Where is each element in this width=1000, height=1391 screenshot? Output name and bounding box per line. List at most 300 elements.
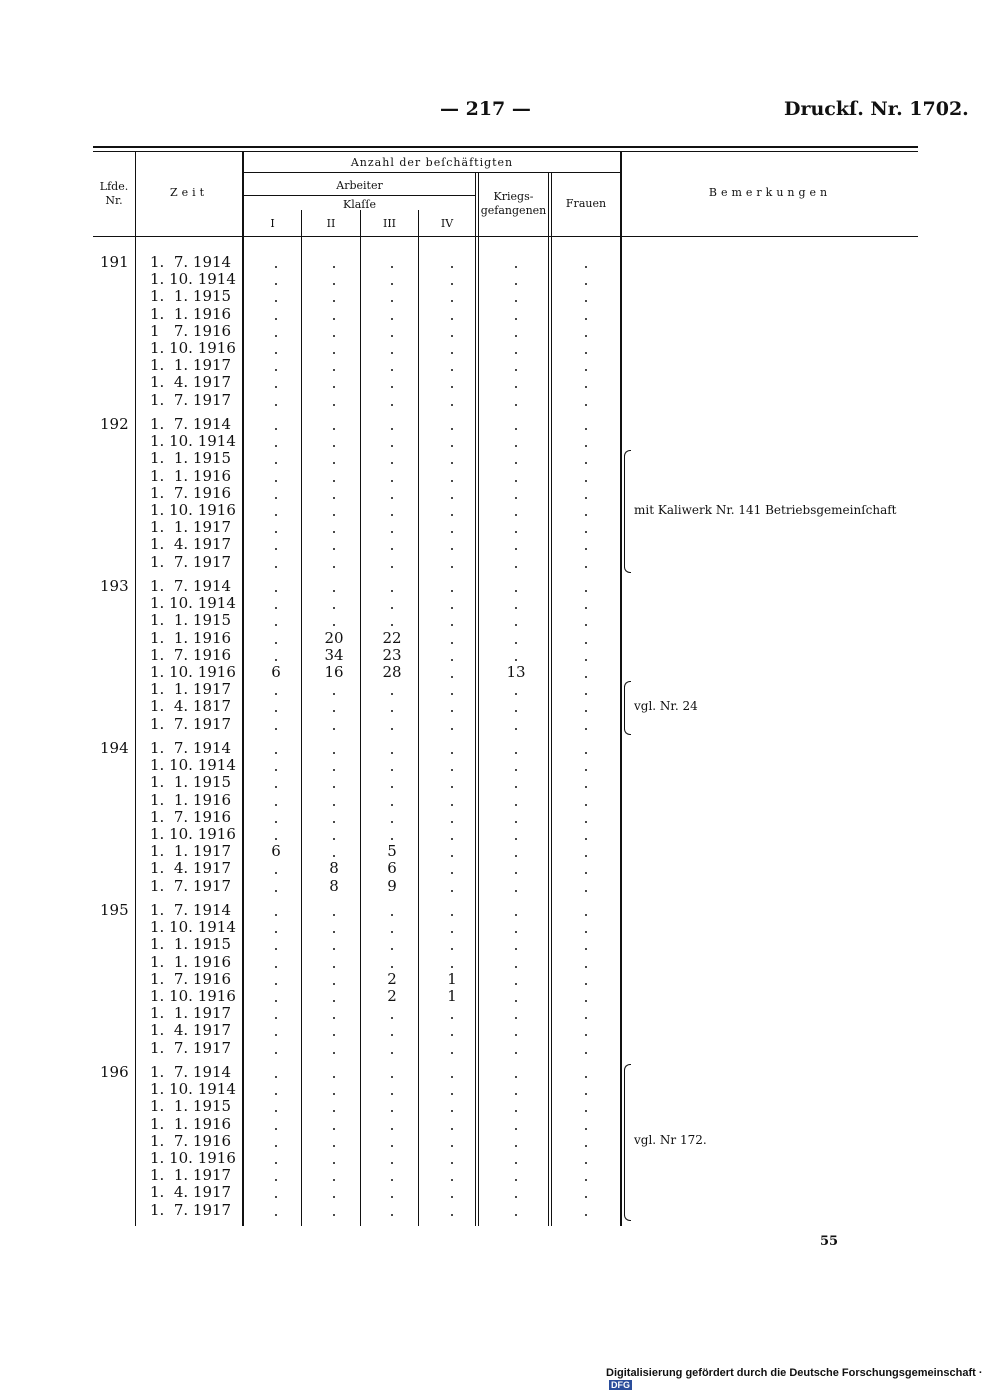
empty-cell-dot (451, 445, 453, 447)
empty-cell-dot (515, 1128, 517, 1130)
row-date: 1. 1. 1915 (150, 935, 232, 954)
empty-cell-dot (451, 404, 453, 406)
empty-cell-dot (451, 1196, 453, 1198)
empty-cell-dot (585, 1000, 587, 1002)
empty-cell-dot (391, 1017, 393, 1019)
row-date: 1. 1. 1916 (150, 790, 232, 809)
empty-cell-dot (275, 318, 277, 320)
empty-cell-dot (515, 352, 517, 354)
empty-cell-dot (391, 445, 393, 447)
empty-cell-dot (515, 642, 517, 644)
empty-cell-dot (451, 914, 453, 916)
empty-cell-dot (333, 1017, 335, 1019)
value-cell: 13 (506, 663, 526, 681)
empty-cell-dot (585, 624, 587, 626)
empty-cell-dot (333, 1034, 335, 1036)
empty-cell-dot (515, 983, 517, 985)
row-date: 1. 7. 1917 (150, 876, 232, 895)
empty-cell-dot (585, 1145, 587, 1147)
row-date: 1. 10. 1914 (150, 1080, 236, 1099)
empty-cell-dot (451, 428, 453, 430)
empty-cell-dot (275, 514, 277, 516)
empty-cell-dot (585, 266, 587, 268)
empty-cell-dot (391, 786, 393, 788)
empty-cell-dot (275, 914, 277, 916)
col-divider-kriegs-2 (551, 172, 552, 1226)
empty-cell-dot (585, 948, 587, 950)
empty-cell-dot (391, 266, 393, 268)
empty-cell-dot (275, 769, 277, 771)
row-date: 1. 7. 1914 (150, 253, 232, 271)
empty-cell-dot (333, 752, 335, 754)
empty-cell-dot (451, 590, 453, 592)
row-date: 1. 7. 1914 (150, 901, 232, 919)
empty-cell-dot (391, 1093, 393, 1095)
empty-cell-dot (391, 769, 393, 771)
remark-text: vgl. Nr 172. (634, 1133, 707, 1148)
remark-brace (624, 681, 631, 735)
empty-cell-dot (333, 624, 335, 626)
empty-cell-dot (391, 318, 393, 320)
empty-cell-dot (515, 1162, 517, 1164)
empty-cell-dot (333, 1052, 335, 1054)
row-date: 1. 10. 1914 (150, 270, 236, 289)
empty-cell-dot (275, 480, 277, 482)
empty-cell-dot (515, 838, 517, 840)
empty-cell-dot (585, 480, 587, 482)
empty-cell-dot (333, 590, 335, 592)
empty-cell-dot (515, 693, 517, 695)
empty-cell-dot (275, 300, 277, 302)
row-date: 1. 7. 1916 (150, 645, 232, 664)
empty-cell-dot (391, 966, 393, 968)
empty-cell-dot (585, 931, 587, 933)
empty-cell-dot (333, 948, 335, 950)
empty-cell-dot (275, 804, 277, 806)
empty-cell-dot (333, 966, 335, 968)
empty-cell-dot (391, 300, 393, 302)
empty-cell-dot (275, 566, 277, 568)
empty-cell-dot (451, 1162, 453, 1164)
empty-cell-dot (391, 404, 393, 406)
value-cell: 28 (382, 663, 402, 681)
empty-cell-dot (451, 386, 453, 388)
row-date: 1. 1. 1917 (150, 1004, 232, 1023)
empty-cell-dot (451, 335, 453, 337)
empty-cell-dot (515, 872, 517, 874)
empty-cell-dot (515, 335, 517, 337)
empty-cell-dot (451, 890, 453, 892)
header-bottom-rule (93, 236, 918, 237)
value-cell: 16 (324, 663, 344, 681)
row-date: 1. 1. 1916 (150, 952, 232, 971)
empty-cell-dot (585, 428, 587, 430)
row-date: 1. 4. 1917 (150, 859, 232, 878)
empty-cell-dot (275, 1076, 277, 1078)
empty-cell-dot (391, 624, 393, 626)
value-cell: 8 (329, 876, 339, 895)
row-date: 1. 4. 1917 (150, 535, 232, 554)
empty-cell-dot (585, 966, 587, 968)
empty-cell-dot (275, 948, 277, 950)
empty-cell-dot (275, 752, 277, 754)
row-group-number: 191 (100, 253, 129, 271)
empty-cell-dot (275, 497, 277, 499)
empty-cell-dot (333, 1000, 335, 1002)
empty-cell-dot (275, 531, 277, 533)
remark-text: mit Kaliwerk Nr. 141 Betriebsgemeinſchaft (634, 502, 897, 517)
empty-cell-dot (333, 1179, 335, 1181)
empty-cell-dot (585, 497, 587, 499)
row-date: 1. 7. 1916 (150, 969, 232, 988)
empty-cell-dot (275, 266, 277, 268)
empty-cell-dot (391, 607, 393, 609)
empty-cell-dot (585, 676, 587, 678)
empty-cell-dot (391, 948, 393, 950)
empty-cell-dot (451, 624, 453, 626)
empty-cell-dot (515, 531, 517, 533)
anzahl-rule (243, 172, 621, 173)
empty-cell-dot (275, 283, 277, 285)
empty-cell-dot (391, 590, 393, 592)
empty-cell-dot (515, 1214, 517, 1216)
header-arbeiter: Arbeiter (336, 179, 383, 192)
empty-cell-dot (391, 335, 393, 337)
empty-cell-dot (391, 728, 393, 730)
empty-cell-dot (333, 566, 335, 568)
empty-cell-dot (275, 983, 277, 985)
header-klasse-III: III (382, 217, 397, 230)
empty-cell-dot (391, 352, 393, 354)
empty-cell-dot (275, 445, 277, 447)
row-date: 1. 1. 1917 (150, 356, 232, 375)
empty-cell-dot (585, 728, 587, 730)
col-divider-zeit (242, 151, 244, 1226)
row-date: 1. 1. 1916 (150, 466, 232, 485)
empty-cell-dot (585, 300, 587, 302)
empty-cell-dot (515, 855, 517, 857)
empty-cell-dot (515, 369, 517, 371)
header-klasse: Klaſſe (343, 198, 376, 211)
table-top-rule-2 (93, 151, 918, 152)
empty-cell-dot (515, 804, 517, 806)
empty-cell-dot (451, 1093, 453, 1095)
empty-cell-dot (515, 590, 517, 592)
empty-cell-dot (451, 693, 453, 695)
empty-cell-dot (333, 838, 335, 840)
empty-cell-dot (333, 1196, 335, 1198)
empty-cell-dot (585, 786, 587, 788)
row-date: 1. 1. 1915 (150, 287, 232, 306)
empty-cell-dot (451, 676, 453, 678)
empty-cell-dot (515, 283, 517, 285)
empty-cell-dot (275, 590, 277, 592)
col-divider-II (360, 210, 361, 1226)
row-date: 1. 7. 1917 (150, 390, 232, 409)
empty-cell-dot (515, 1093, 517, 1095)
empty-cell-dot (275, 710, 277, 712)
empty-cell-dot (275, 335, 277, 337)
credit-text: Digitalisierung gefördert durch die Deutsche Forschungsgemeinschaft · (606, 1367, 983, 1379)
row-date: 1. 7. 1916 (150, 483, 232, 502)
empty-cell-dot (391, 914, 393, 916)
empty-cell-dot (275, 462, 277, 464)
remark-brace (624, 1064, 631, 1221)
empty-cell-dot (333, 497, 335, 499)
empty-cell-dot (585, 855, 587, 857)
empty-cell-dot (585, 318, 587, 320)
value-cell: 5 (387, 842, 397, 861)
value-cell: 9 (387, 876, 397, 895)
row-date: 1. 7. 1916 (150, 1131, 232, 1150)
empty-cell-dot (515, 1017, 517, 1019)
empty-cell-dot (391, 369, 393, 371)
empty-cell-dot (391, 821, 393, 823)
header-bemerkungen: Bemerkungen (708, 186, 832, 199)
empty-cell-dot (585, 566, 587, 568)
empty-cell-dot (585, 386, 587, 388)
row-date: 1. 10. 1916 (150, 987, 236, 1005)
empty-cell-dot (515, 548, 517, 550)
empty-cell-dot (391, 1128, 393, 1130)
value-cell: 23 (382, 645, 402, 664)
row-date: 1. 4. 1817 (150, 697, 232, 716)
empty-cell-dot (585, 1052, 587, 1054)
empty-cell-dot (275, 1017, 277, 1019)
row-date: 1. 7. 1917 (150, 552, 232, 571)
empty-cell-dot (333, 855, 335, 857)
empty-cell-dot (451, 804, 453, 806)
header-klasse-II: II (326, 217, 336, 230)
empty-cell-dot (451, 1076, 453, 1078)
empty-cell-dot (275, 1034, 277, 1036)
empty-cell-dot (275, 693, 277, 695)
empty-cell-dot (333, 728, 335, 730)
empty-cell-dot (275, 1093, 277, 1095)
empty-cell-dot (275, 1145, 277, 1147)
row-group-number: 194 (100, 739, 129, 757)
empty-cell-dot (585, 514, 587, 516)
empty-cell-dot (451, 838, 453, 840)
empty-cell-dot (333, 769, 335, 771)
empty-cell-dot (333, 514, 335, 516)
empty-cell-dot (515, 1052, 517, 1054)
empty-cell-dot (515, 966, 517, 968)
value-cell: 22 (382, 628, 402, 647)
empty-cell-dot (275, 838, 277, 840)
empty-cell-dot (333, 710, 335, 712)
empty-cell-dot (391, 752, 393, 754)
header-klasse-I: I (270, 217, 275, 230)
empty-cell-dot (391, 838, 393, 840)
row-date: 1. 7. 1917 (150, 1038, 232, 1057)
row-date: 1. 4. 1917 (150, 373, 232, 392)
empty-cell-dot (333, 352, 335, 354)
empty-cell-dot (333, 548, 335, 550)
row-date: 1 7. 1916 (150, 321, 232, 340)
row-date: 1. 1. 1916 (150, 1114, 232, 1133)
empty-cell-dot (391, 1076, 393, 1078)
empty-cell-dot (451, 1214, 453, 1216)
empty-cell-dot (585, 983, 587, 985)
empty-cell-dot (515, 607, 517, 609)
empty-cell-dot (585, 693, 587, 695)
empty-cell-dot (451, 931, 453, 933)
empty-cell-dot (333, 318, 335, 320)
row-date: 1. 7. 1914 (150, 415, 232, 433)
empty-cell-dot (451, 1017, 453, 1019)
row-group-number: 195 (100, 901, 129, 919)
empty-cell-dot (451, 769, 453, 771)
empty-cell-dot (391, 548, 393, 550)
empty-cell-dot (451, 480, 453, 482)
empty-cell-dot (515, 752, 517, 754)
empty-cell-dot (391, 514, 393, 516)
empty-cell-dot (515, 1000, 517, 1002)
value-cell: 6 (271, 842, 281, 861)
empty-cell-dot (451, 855, 453, 857)
value-cell: 1 (447, 987, 457, 1005)
page-number: — 217 — (440, 98, 531, 120)
value-cell: 2 (387, 987, 397, 1005)
header-anzahl: Anzahl der beſchäftigten (350, 156, 514, 169)
row-date: 1. 7. 1914 (150, 1063, 232, 1081)
empty-cell-dot (333, 931, 335, 933)
empty-cell-dot (585, 838, 587, 840)
value-cell: 34 (324, 645, 344, 664)
row-date: 1. 10. 1914 (150, 432, 236, 451)
empty-cell-dot (275, 642, 277, 644)
empty-cell-dot (515, 786, 517, 788)
row-date: 1. 4. 1917 (150, 1183, 232, 1202)
empty-cell-dot (275, 607, 277, 609)
empty-cell-dot (451, 566, 453, 568)
digitization-credit (606, 1367, 1000, 1391)
empty-cell-dot (451, 786, 453, 788)
row-date: 1. 1. 1915 (150, 449, 232, 468)
empty-cell-dot (275, 1052, 277, 1054)
empty-cell-dot (333, 404, 335, 406)
empty-cell-dot (391, 1052, 393, 1054)
empty-cell-dot (585, 752, 587, 754)
row-date: 1. 1. 1917 (150, 680, 232, 699)
empty-cell-dot (333, 531, 335, 533)
col-divider-arbeiter-2 (478, 172, 479, 1226)
empty-cell-dot (391, 428, 393, 430)
empty-cell-dot (391, 497, 393, 499)
empty-cell-dot (451, 497, 453, 499)
empty-cell-dot (275, 548, 277, 550)
empty-cell-dot (515, 1110, 517, 1112)
empty-cell-dot (275, 352, 277, 354)
empty-cell-dot (275, 1214, 277, 1216)
empty-cell-dot (451, 369, 453, 371)
empty-cell-dot (333, 804, 335, 806)
empty-cell-dot (585, 1128, 587, 1130)
empty-cell-dot (333, 1128, 335, 1130)
row-group-number: 193 (100, 577, 129, 595)
empty-cell-dot (515, 1034, 517, 1036)
row-date: 1. 1. 1917 (150, 518, 232, 537)
empty-cell-dot (275, 428, 277, 430)
empty-cell-dot (585, 769, 587, 771)
empty-cell-dot (515, 514, 517, 516)
empty-cell-dot (451, 1052, 453, 1054)
empty-cell-dot (275, 1110, 277, 1112)
empty-cell-dot (451, 1110, 453, 1112)
empty-cell-dot (585, 404, 587, 406)
empty-cell-dot (515, 728, 517, 730)
empty-cell-dot (391, 480, 393, 482)
empty-cell-dot (451, 352, 453, 354)
empty-cell-dot (333, 1110, 335, 1112)
dfg-logo: DFG (611, 1380, 630, 1390)
empty-cell-dot (275, 404, 277, 406)
empty-cell-dot (585, 335, 587, 337)
empty-cell-dot (391, 804, 393, 806)
value-cell: 1 (447, 969, 457, 988)
value-cell: 8 (329, 859, 339, 878)
empty-cell-dot (585, 531, 587, 533)
empty-cell-dot (275, 728, 277, 730)
row-date: 1. 1. 1916 (150, 304, 232, 323)
empty-cell-dot (451, 300, 453, 302)
empty-cell-dot (515, 821, 517, 823)
row-group-number: 192 (100, 415, 129, 433)
empty-cell-dot (275, 1162, 277, 1164)
empty-cell-dot (333, 914, 335, 916)
row-date: 1. 10. 1916 (150, 339, 236, 357)
value-cell: 6 (387, 859, 397, 878)
header-frauen: Frauen (565, 197, 607, 210)
empty-cell-dot (451, 1179, 453, 1181)
empty-cell-dot (585, 1110, 587, 1112)
empty-cell-dot (391, 566, 393, 568)
empty-cell-dot (451, 821, 453, 823)
empty-cell-dot (275, 386, 277, 388)
empty-cell-dot (585, 914, 587, 916)
empty-cell-dot (275, 1128, 277, 1130)
empty-cell-dot (333, 1093, 335, 1095)
signature-number: 55 (820, 1234, 839, 1249)
empty-cell-dot (585, 710, 587, 712)
empty-cell-dot (451, 548, 453, 550)
row-date: 1. 10. 1914 (150, 756, 236, 775)
empty-cell-dot (391, 1162, 393, 1164)
empty-cell-dot (451, 266, 453, 268)
empty-cell-dot (515, 769, 517, 771)
empty-cell-dot (585, 283, 587, 285)
col-divider-frauen (620, 151, 622, 1226)
empty-cell-dot (515, 890, 517, 892)
empty-cell-dot (451, 1145, 453, 1147)
row-date: 1. 7. 1916 (150, 807, 232, 826)
empty-cell-dot (391, 1214, 393, 1216)
empty-cell-dot (451, 462, 453, 464)
value-cell: 2 (387, 969, 397, 988)
remark-brace (624, 450, 631, 572)
row-date: 1. 1. 1915 (150, 773, 232, 792)
empty-cell-dot (333, 983, 335, 985)
empty-cell-dot (585, 1017, 587, 1019)
empty-cell-dot (451, 607, 453, 609)
empty-cell-dot (391, 1145, 393, 1147)
empty-cell-dot (333, 607, 335, 609)
empty-cell-dot (515, 300, 517, 302)
row-group-number: 196 (100, 1063, 129, 1081)
col-divider-kriegs (548, 172, 549, 1226)
empty-cell-dot (515, 624, 517, 626)
